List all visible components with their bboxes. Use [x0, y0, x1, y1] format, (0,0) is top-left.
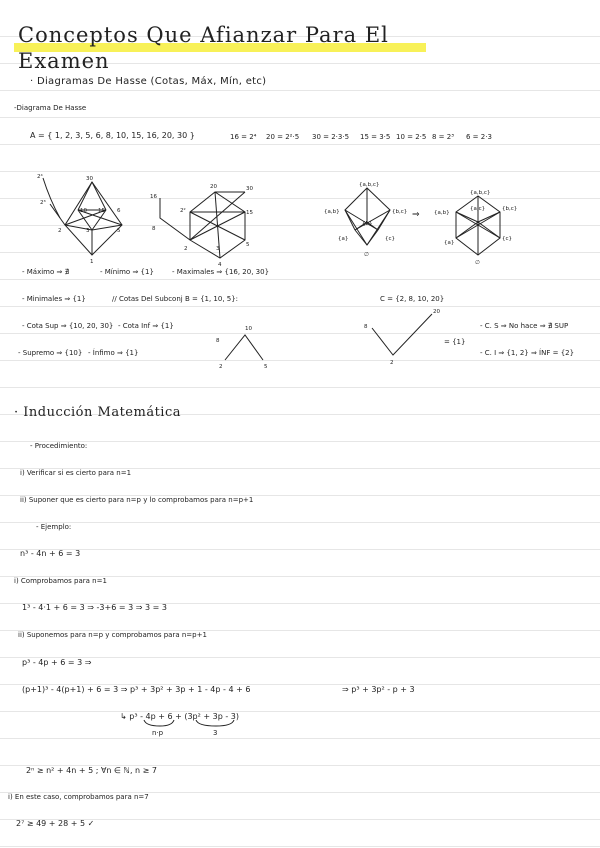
step-2: ii) Suponer que es cierto para n=p y lo comprobamos para n=p+1: [20, 496, 254, 504]
d1-label-5: 5: [117, 228, 121, 234]
cotas-subconj-line: // Cotas Del Subconj B = {1, 10, 5}:: [112, 295, 239, 303]
d3-label-abc: {a,b,c}: [359, 182, 380, 188]
d1-label-3: 3: [86, 228, 90, 234]
small-label-10: 10: [245, 326, 252, 332]
minimo-line: - Mínimo ⇒ {1}: [100, 268, 154, 276]
hasse-diagram-3: [324, 182, 407, 258]
d4-label-c: {c}: [502, 236, 513, 242]
d1-label-6: 6: [117, 208, 121, 214]
d4-label-a: {a}: [444, 240, 455, 246]
d1-label-8: 2³: [40, 200, 46, 206]
hasse-diagram-2: [150, 184, 253, 268]
d4-label-empty: ∅: [475, 260, 480, 266]
d2-label-1: 4: [218, 262, 222, 268]
underbrace-label-2: 3: [213, 729, 218, 737]
factorization-15: 15 = 3·5: [360, 133, 391, 141]
d3-label-c: {c}: [385, 236, 396, 242]
set-a: A = { 1, 2, 3, 5, 6, 8, 10, 15, 16, 20, 30 }: [30, 131, 195, 140]
ejemplo-label: - Ejemplo:: [36, 523, 72, 531]
d2-label-3: 3: [216, 246, 220, 252]
d3-label-ab: {a,b}: [324, 209, 340, 215]
subset-b-diagram: [216, 326, 268, 370]
procedimiento-label: - Procedimiento:: [30, 442, 88, 450]
d2-label-4: 2²: [180, 208, 186, 214]
check-1: i) Comprobamos para n=1: [14, 577, 107, 585]
example-equation: n³ - 4n + 6 = 3: [20, 549, 81, 558]
factorization-16: 16 = 2⁴: [230, 133, 257, 141]
d2-label-16: 16: [150, 194, 157, 200]
c-label-2: 2: [390, 360, 394, 366]
set-c: C = {2, 8, 10, 20}: [380, 295, 445, 303]
d4-label-ac: {a,c}: [470, 206, 486, 212]
d3-label-a: {a}: [338, 236, 349, 242]
hasse-diagram-1: [37, 173, 122, 265]
subset-c-diagram: [364, 309, 440, 366]
d2-label-20: 20: [210, 184, 217, 190]
factorization-8: 8 = 2³: [432, 133, 455, 141]
c-label-20: 20: [433, 309, 440, 315]
d1-label-16: 2⁴: [37, 174, 43, 180]
cs-line: - C. S ⇒ No hace ⇒ ∄ SUP: [480, 322, 569, 330]
supremo-line: - Supremo ⇒ {10}: [18, 349, 83, 357]
hasse-diagram-4: [434, 190, 517, 266]
d1-label-15: 15: [98, 208, 105, 214]
maximales-line: - Maximales ⇒ {16, 20, 30}: [172, 268, 270, 276]
d2-label-15: 15: [246, 210, 253, 216]
d2-label-8: 8: [152, 226, 156, 232]
factorization-20: 20 = 2²·5: [266, 133, 300, 141]
small-label-2: 2: [219, 364, 223, 370]
d2-label-2: 2: [184, 246, 188, 252]
d3-label-b: {b}: [362, 221, 373, 227]
factorization-30: 30 = 2·3·5: [312, 133, 350, 141]
c-label-8: 8: [364, 324, 368, 330]
cota-inf-line: - Cota Inf ⇒ {1}: [118, 322, 174, 330]
equation-substitution: ↳ p³ - 4p + 6 + (3p² + 3p - 3): [120, 712, 239, 721]
example-2-check: i) En este caso, comprobamos para n=7: [8, 793, 149, 801]
d4-label-ab: {a,b}: [434, 210, 450, 216]
example-2-equation: 2⁷ ≥ 49 + 28 + 5 ✓: [16, 819, 95, 828]
d2-label-30: 30: [246, 186, 253, 192]
d2-label-5: 5: [246, 242, 250, 248]
d1-label-10: 10: [80, 208, 87, 214]
factorization-6: 6 = 2·3: [466, 133, 492, 141]
hasse-subheading: -Diagrama De Hasse: [14, 104, 87, 112]
example-2-statement: 2ⁿ ≥ n² + 4n + 5 ; ∀n ∈ ℕ, n ≥ 7: [26, 766, 157, 775]
step-1: i) Verificar si es cierto para n=1: [20, 469, 132, 477]
maximo-line: - Máximo ⇒ ∄: [22, 268, 70, 276]
equation-p-plus-1-result: ⇒ p³ + 3p² - p + 3: [342, 685, 415, 694]
d1-label-2: 2: [58, 228, 62, 234]
eq-note: = {1}: [444, 338, 466, 346]
check-1-equation: 1³ - 4·1 + 6 = 3 ⇒ -3+6 = 3 ⇒ 3 = 3: [22, 603, 167, 612]
check-2: ii) Suponemos para n=p y comprobamos para n=p+1: [18, 631, 207, 639]
section-hasse-heading: · Diagramas De Hasse (Cotas, Máx, Mín, etc): [30, 76, 267, 87]
equation-p-plus-1: (p+1)³ - 4(p+1) + 6 = 3 ⇒ p³ + 3p² + 3p + 1 - 4p - 4 + 6: [22, 685, 251, 694]
cota-sup-line: - Cota Sup ⇒ {10, 20, 30}: [22, 322, 114, 330]
equation-p: p³ - 4p + 6 = 3 ⇒: [22, 658, 92, 667]
d4-label-abc: {a,b,c}: [470, 190, 491, 196]
infimo-line: - Ínfimo ⇒ {1}: [88, 349, 139, 357]
minimales-line: - Minimales ⇒ {1}: [22, 295, 86, 303]
factorization-10: 10 = 2·5: [396, 133, 427, 141]
diagram-arrow: ⇒: [412, 210, 420, 220]
d4-label-bc: {b,c}: [502, 206, 518, 212]
ci-line: - C. I ⇒ {1, 2} ⇒ ÍNF = {2}: [480, 349, 575, 357]
underbrace-label-1: n·p: [152, 729, 164, 737]
d1-label-1: 1: [90, 259, 94, 265]
page-title: Conceptos Que Afianzar Para El Examen: [18, 23, 389, 73]
section-induccion-heading: · Inducción Matemática: [14, 405, 181, 420]
d1-label-30: 30: [86, 176, 93, 182]
small-label-8: 8: [216, 338, 220, 344]
d3-label-bc: {b,c}: [392, 209, 408, 215]
d3-label-empty: ∅: [364, 252, 369, 258]
small-label-5: 5: [264, 364, 268, 370]
